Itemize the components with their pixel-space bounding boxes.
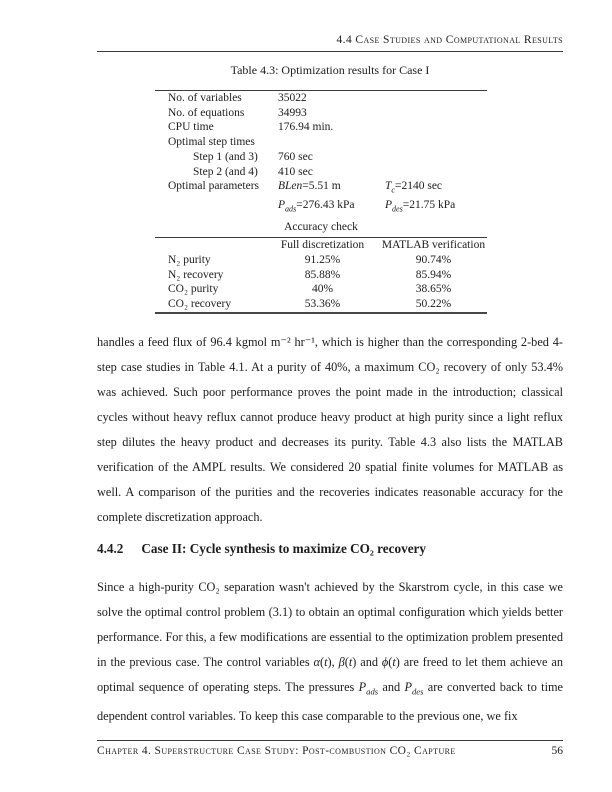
cell-value: 34993 [278,106,307,119]
cell-label: Optimal step times [168,136,255,149]
cell-value: 40% [311,283,334,296]
accuracy-section-title: Accuracy check [284,221,358,234]
footer-chapter-title: Chapter 4. Superstructure Case Study: Post-combustion CO₂ Capture [97,745,456,757]
cell-label: CO₂ recovery [168,298,232,311]
table-row [155,282,487,297]
cell-value: 90.74% [415,253,452,266]
cell-value: 50.22% [415,298,452,311]
table-row [155,179,487,198]
section-title: Case II: Cycle synthesis to maximize CO₂ recovery [141,541,426,556]
cell-value: 53.36% [304,298,341,311]
table-row [155,297,487,312]
cell-label: Step 1 (and 3) [193,150,258,163]
table-row [155,268,487,283]
section-number: 4.4.2 [97,541,124,556]
cell-label: Step 2 (and 4) [193,165,258,178]
table-row [155,106,487,121]
body-paragraph: Since a high-purity CO₂ separation wasn't achieved by the Skarstrom cycle, in this case we solve the optimal control problem (3.1) to obtain an optimal configuration which yields better performance. For this, a few modifications are essential to the optimization problem presented in the previous case. The control variables α(t), β(t) and ϕ(t) are freed to let them achieve an optimal sequence of operating steps. The pressures $P_{ads}$ and $P_{des}$ are converted back to time dependent control variables. To keep this case comparable to the previous one, we fix [97,580,564,724]
table-bottom-rule [155,312,487,314]
cell-value: 91.25% [304,253,341,266]
table-row [155,120,487,135]
param-pdes: $P_{des}=21.75$ kPa [385,199,456,214]
body-paragraph: handles a feed flux of 96.4 kgmol m⁻² hr⁻¹, which is higher than the corresponding 2-bed 4-step case studies in Table 4.1. At a purity of 40%, a maximum CO₂ recovery of only 53.4% was achieved. Such poor performance proves the point made in the introduction; classical cycles without heavy reflux cannot produce heavy product at high purity since a light reflux step dilutes the heavy product and decreases its purity. Table 4.3 also lists the MATLAB verification of the AMPL results. We considered 20 spatial finite volumes for MATLAB as well. A comparison of the purities and the recoveries indicates reasonable accuracy for the complete discretization approach. [97,335,563,524]
accuracy-header-row [155,238,487,253]
table-row [155,165,487,180]
cell-value: 760 sec [278,150,313,163]
table-row [155,135,487,150]
cell-label: No. of equations [168,106,245,119]
cell-label: N₂ purity [168,253,211,266]
cell-value: 85.88% [304,268,341,281]
table-row [155,198,487,217]
cell-value: 38.65% [415,283,452,296]
table-row [155,150,487,165]
section-heading [97,541,563,557]
cell-value: 410 sec [278,165,313,178]
cell-label: N₂ recovery [168,268,224,281]
column-header-full-discretization: Full discretization [280,239,365,252]
table-info-section [155,91,487,217]
cell-label: CO₂ purity [168,283,219,296]
cell-value: 85.94% [415,268,452,281]
table-caption: Table 4.3: Optimization results for Case I [230,63,430,77]
table-row [155,91,487,106]
cell-value [278,135,385,150]
param-blen: BLen=5.51 m [278,180,341,193]
cell-value: 35022 [278,92,307,104]
cell-label: No. of variables [168,92,242,104]
param-pads: $P_{ads}=276.43$ kPa [278,199,355,214]
column-header-matlab-verification: MATLAB verification [381,239,486,252]
cell-value: 176.94 min. [278,121,334,134]
running-header: 4.4 Case Studies and Computational Results [97,34,563,52]
cell-label: Optimal parameters [168,180,260,193]
table-row [155,253,487,268]
accuracy-table [155,238,487,312]
cell-label: CPU time [168,121,214,134]
page-footer [97,740,563,757]
optimization-results-table [155,90,487,314]
page-number: 56 [551,745,563,757]
param-tc: $T_c=2140$ sec [385,180,443,195]
